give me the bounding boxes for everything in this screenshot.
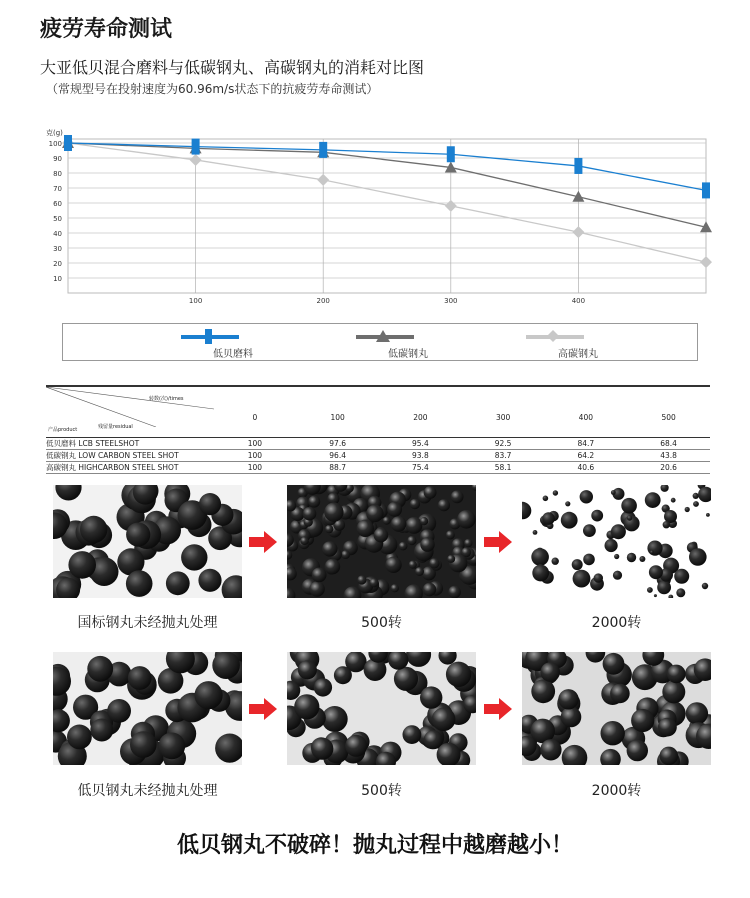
shot-photo-texture — [287, 652, 476, 765]
table-cell: 83.7 — [462, 450, 545, 462]
column-header: 200 — [379, 386, 462, 438]
caption-lcb-2000: 2000转 — [591, 783, 642, 799]
table-cell: 88.7 — [296, 462, 379, 474]
table-row — [46, 450, 710, 462]
row-label: 高碳钢丸 HIGHCARBON STEEL SHOT — [46, 462, 214, 474]
table-cell: 100 — [214, 462, 297, 474]
legend-item-lcb — [173, 329, 293, 359]
x-tick-label: 100 — [188, 297, 203, 305]
table-cell: 20.6 — [627, 462, 710, 474]
data-point-bar — [447, 146, 455, 162]
table-cell: 84.7 — [544, 438, 627, 450]
legend-label-lcb: 低贝磨料 — [213, 349, 253, 360]
header-product-label: 产品product — [48, 427, 78, 433]
shot-photo-texture — [287, 485, 476, 598]
x-tick-label: 200 — [316, 297, 330, 305]
series-line-2 — [68, 143, 706, 262]
plot-frame — [68, 139, 706, 293]
table-cell: 68.4 — [627, 438, 710, 450]
shot-photo-texture — [53, 652, 242, 765]
slogan-banner: 低贝钢丸不破碎！抛丸过程中越磨越小！ — [176, 833, 573, 858]
table-cell: 64.2 — [544, 450, 627, 462]
column-header: 400 — [544, 386, 627, 438]
table-row — [46, 462, 710, 474]
photo-standard-shot-untreated — [53, 485, 242, 598]
y-tick-label: 30 — [53, 245, 62, 253]
column-header: 500 — [627, 386, 710, 438]
photo-standard-shot-500 — [287, 485, 476, 598]
residual-data-table — [46, 385, 710, 474]
legend-label-low-carbon: 低碳钢丸 — [388, 349, 428, 360]
caption-lcb-500: 500转 — [361, 783, 402, 799]
table-cell: 75.4 — [379, 462, 462, 474]
photo-lcb-shot-500 — [287, 652, 476, 765]
table-cell: 100 — [214, 438, 297, 450]
y-tick-label: 80 — [53, 170, 62, 178]
y-tick-label: 20 — [53, 260, 62, 268]
y-tick-label: 70 — [53, 185, 62, 193]
header-times-label: 转数(次)/times — [149, 396, 184, 402]
column-header: 0 — [214, 386, 297, 438]
arrow-right-icon — [249, 531, 277, 553]
data-point-diamond — [317, 174, 329, 186]
y-tick-label: 10 — [53, 275, 62, 283]
data-point-bar — [574, 158, 582, 174]
chart-subtitle: 大亚低贝混合磨料与低碳钢丸、高碳钢丸的消耗对比图 — [40, 58, 425, 77]
legend-item-low-carbon — [348, 329, 468, 359]
table-cell: 93.8 — [379, 450, 462, 462]
diamond-marker-icon — [547, 330, 559, 342]
table-cell: 40.6 — [544, 462, 627, 474]
data-point-diamond — [190, 154, 202, 166]
arrow-right-icon — [484, 698, 512, 720]
header-residual-label: 残留量residual — [98, 424, 133, 430]
header-diagonal-lines — [46, 387, 214, 427]
y-tick-label: 90 — [53, 155, 62, 163]
bar-marker-icon — [205, 329, 212, 344]
data-point-bar — [64, 135, 72, 151]
arrow-right-icon — [484, 531, 512, 553]
table-row — [46, 438, 710, 450]
data-point-diamond — [445, 200, 457, 212]
arrow-right-icon — [249, 698, 277, 720]
x-tick-label: 300 — [444, 297, 458, 305]
caption-standard-2000: 2000转 — [591, 615, 642, 631]
legend-item-high-carbon — [518, 329, 638, 359]
shot-photo-texture — [522, 652, 711, 765]
data-point-bar — [192, 139, 200, 155]
data-point-diamond — [572, 226, 584, 238]
table-cell: 58.1 — [462, 462, 545, 474]
table-cell: 43.8 — [627, 450, 710, 462]
fatigue-line-chart — [0, 110, 750, 310]
caption-standard-500: 500转 — [361, 615, 402, 631]
legend-label-high-carbon: 高碳钢丸 — [558, 349, 598, 360]
shot-photo-texture — [522, 485, 711, 598]
y-axis-label: 克(g) — [46, 129, 63, 137]
y-tick-label: 100 — [48, 140, 62, 148]
table-cell: 92.5 — [462, 438, 545, 450]
y-tick-label: 40 — [53, 230, 62, 238]
shot-photo-texture — [53, 485, 242, 598]
photo-lcb-shot-untreated — [53, 652, 242, 765]
table-cell: 100 — [214, 450, 297, 462]
photo-lcb-shot-2000 — [522, 652, 711, 765]
column-header: 100 — [296, 386, 379, 438]
table-header-corner — [46, 386, 214, 438]
test-condition-note: （常规型号在投射速度为60.96m/s状态下的抗疲劳寿命测试） — [46, 82, 379, 96]
caption-lcb-untreated: 低贝钢丸未经抛丸处理 — [77, 783, 218, 799]
chart-legend — [62, 323, 698, 361]
data-point-bar — [319, 142, 327, 158]
data-point-diamond — [700, 256, 712, 268]
series-line-0 — [68, 143, 706, 190]
table-header-row — [46, 386, 710, 438]
triangle-marker-icon — [376, 330, 390, 342]
row-label: 低碳钢丸 LOW CARBON STEEL SHOT — [46, 450, 214, 462]
y-tick-label: 50 — [53, 215, 62, 223]
column-header: 300 — [462, 386, 545, 438]
x-tick-label: 400 — [571, 297, 586, 305]
table-cell: 97.6 — [296, 438, 379, 450]
caption-standard-untreated: 国标钢丸未经抛丸处理 — [77, 615, 218, 631]
y-tick-label: 60 — [53, 200, 62, 208]
row-label: 低贝磨料 LCB STEELSHOT — [46, 438, 214, 450]
table-cell: 95.4 — [379, 438, 462, 450]
page-heading: 疲劳寿命测试 — [40, 17, 173, 42]
table-cell: 96.4 — [296, 450, 379, 462]
data-point-bar — [702, 182, 710, 198]
photo-standard-shot-2000 — [522, 485, 711, 598]
